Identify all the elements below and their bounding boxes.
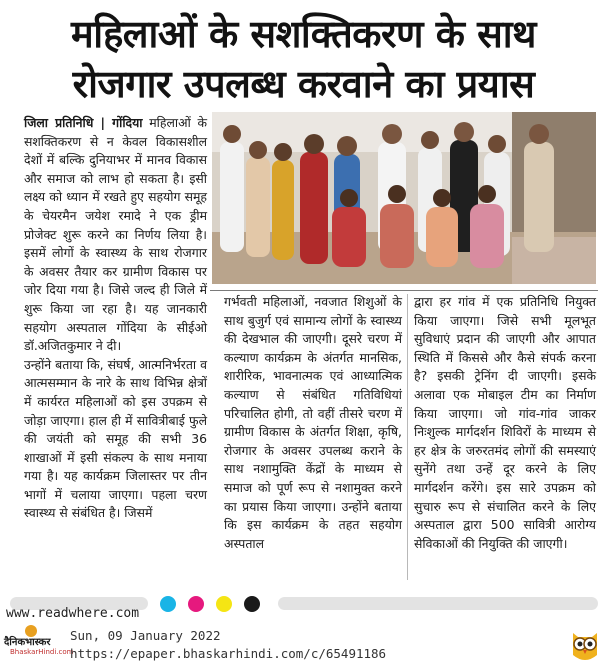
epaper-url[interactable]: https://epaper.bhaskarhindi.com/c/65491186 bbox=[70, 646, 387, 661]
black-registration-dot bbox=[244, 596, 260, 612]
logo-subtext: BhaskarHindi.com bbox=[10, 648, 74, 656]
article-column-1 bbox=[24, 114, 207, 523]
article-column-2 bbox=[224, 293, 402, 553]
dainik-bhaskar-logo[interactable] bbox=[4, 628, 74, 662]
cyan-registration-dot bbox=[160, 596, 176, 612]
magenta-registration-dot bbox=[188, 596, 204, 612]
owl-mascot-icon bbox=[568, 627, 602, 663]
footer-bar-right bbox=[278, 597, 598, 610]
group-photo-illustration bbox=[212, 112, 596, 284]
yellow-registration-dot bbox=[216, 596, 232, 612]
lead-text: महिलाओं के सशक्तिकरण से न केवल विकासशील देशों में बल्कि दुनियाभर में मानव विकास और समाज को लाभ हो सकता है। इसी लक्ष्य को ध्यान में रखते हुए सहयोग समूह के चेयरमैन जयेश रमादे ने एक ड्रीम प्रोजेक्ट शुरू करने का निर्णय लिया है। इसमें लोगों के स्वास्थ्य के साथ रोजगार के अवसर तैयार कर ग्रामीण विकास पर जोर दिया गया है। जिसे जल्द ही जिले में शुरू किया जा रहा है। यह जानकारी सहयोग अस्पताल गोंदिया के सीईओ डॉ.अजितकुमार ने दी। bbox=[24, 115, 207, 354]
news-photo bbox=[212, 112, 596, 284]
column-divider bbox=[407, 294, 408, 580]
edition-date: Sun, 09 January 2022 bbox=[70, 628, 221, 643]
readwhere-link[interactable]: www.readwhere.com bbox=[6, 606, 140, 621]
photo-rule bbox=[210, 290, 598, 291]
article-column-3 bbox=[414, 293, 596, 553]
article-paragraph-2: उन्होंने बताया कि, संघर्ष, आत्मनिर्भरता व आत्मसम्मान के नारे के साथ विभिन्न क्षेत्रों में कार्यरत महिलाओं को इस उपक्रम से जोड़ा जाएगा। हाल ही में सावित्रीबाई फुले की जयंती को समूह की सभी 36 शाखाओं में इसी संकल्प के साथ मनाया गया है। यह कार्यक्रम जिलास्तर पर तीन भागों में चलाया जाएगा। पहला चरण स्वास्थ्य से संबंधित है। जिसमें bbox=[24, 356, 207, 521]
article-lead bbox=[24, 114, 207, 356]
column-2-text: गर्भवती महिलाओं, नवजात शिशुओं के साथ बुजुर्ग एवं सामान्य लोगों के स्वास्थ्य की देखभाल की जाएगी। दूसरे चरण में कल्याण कार्यक्रम के अंतर्गत मानसिक, शारीरिक, भावनात्मक एवं आध्यात्मिक कल्याण से संबंधित गतिविधियां परिचालित होगी, तो वहीं तीसरे चरण में ग्रामीण विकास के अंतर्गत शिक्षा, कृषि, रोजगार के अवसर उपलब्ध कराने के साथ नशामुक्ति केंद्रों के माध्यम से समाज को पूर्ण रूप से नशामुक्त करने का प्रयास किया जाएगा। उन्होंने बताया कि इस कार्यक्रम के तहत सहयोग अस्पताल bbox=[224, 294, 402, 551]
byline: जिला प्रतिनिधि | गोंदिया bbox=[24, 115, 143, 130]
logo-text: दैनिकभास्कर bbox=[4, 637, 51, 648]
column-3-text: द्वारा हर गांव में एक प्रतिनिधि नियुक्त किया जाएगा। जिसे सभी मूलभूत सुविधाएं प्रदान की जाएगी और आपात स्थिति में किससे और कैसे संपर्क करना है? इसकी ट्रेनिंग दी जाएगी। इसके अलावा एक मोबाइल टीम का निर्माण किया जाएगा। जो गांव-गांव जाकर निःशुल्क मार्गदर्शन शिविरों के माध्यम से हर क्षेत्र के जरुरतमंद लोगों की समस्याएं सुनेंगे तथा उन्हें दूर करने के लिए मार्गदर्शन करेंगे। इस सारे उपक्रम को सुचारु रूप से संचालित करने के लिए अस्पताल द्वारा 500 सावित्री आरोग्य सेविकाओं की नियुक्ति की जाएगी। bbox=[414, 294, 596, 551]
headline-line-1: महिलाओं के सशक्तिकरण के साथ bbox=[71, 12, 536, 56]
headline-line-2: रोजगार उपलब्ध करवाने का प्रयास bbox=[72, 62, 535, 106]
